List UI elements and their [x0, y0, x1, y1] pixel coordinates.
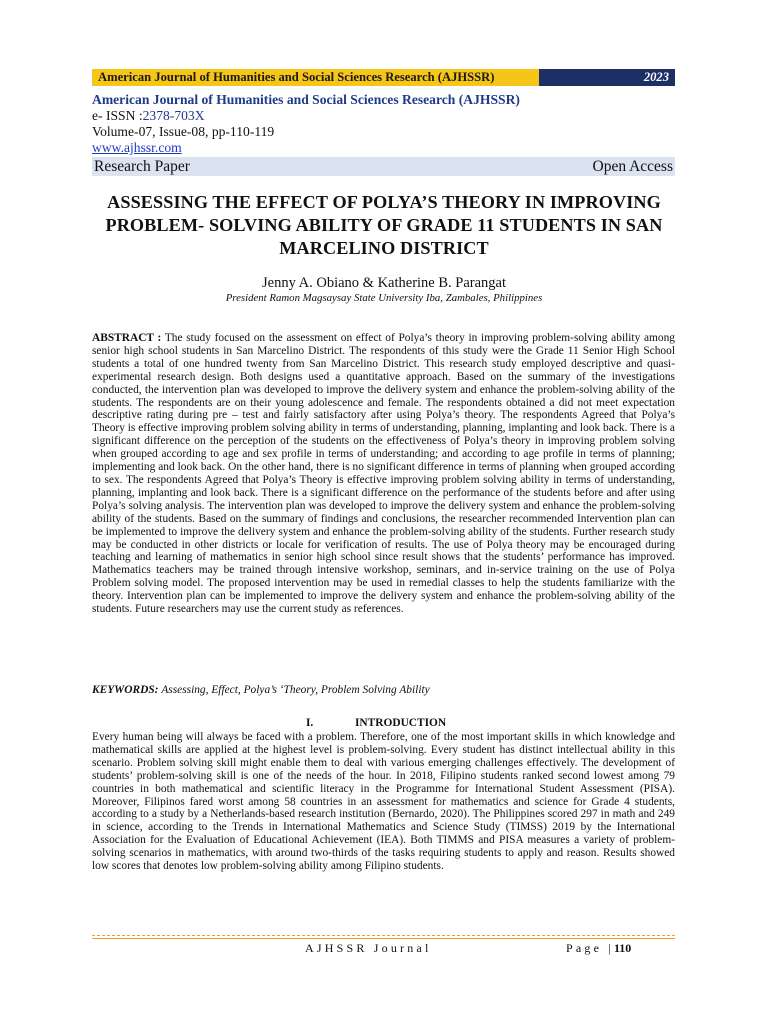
issn-value: 2378-703X [142, 108, 205, 123]
footer-page [566, 941, 631, 956]
journal-banner [92, 69, 675, 86]
banner-year: 2023 [539, 69, 675, 86]
issn-label: e- ISSN : [92, 108, 143, 123]
abstract [92, 332, 675, 616]
footer-journal: AJHSSR Journal [305, 941, 432, 955]
keywords-label: KEYWORDS: [92, 684, 159, 696]
article-authors: Jenny A. Obiano & Katherine B. Parangat [261, 275, 507, 291]
keywords-text: Assessing, Effect, Polya’s ‘Theory, Problem Solving Ability [161, 684, 430, 696]
paper-type-bar [92, 157, 675, 176]
access-type: Open Access [592, 157, 673, 175]
footer-divider-solid [92, 938, 675, 939]
keywords [92, 684, 675, 697]
footer-divider [92, 935, 675, 936]
issn-line [92, 108, 205, 124]
abstract-label: ABSTRACT : [92, 332, 162, 344]
journal-name: American Journal of Humanities and Social Sciences Research (AJHSSR) [92, 92, 520, 107]
page-label: Page | [566, 941, 614, 955]
section-title: INTRODUCTION [355, 717, 447, 729]
introduction-text: Every human being will always be faced with a problem. Therefore, one of the most important skills in which knowledge and mathematical skills are applied at the highest level is problem-solving. Every student has distinct intellectual ability in this scenario. Problem solving skill might enable them to deal with various emerging challenges effectively. The development of students’ problem-solving skill is one of the needs of the hour. In 2018, Filipino students ranked second lowest among 79 countries in both mathematical and scientific literacy in the Programme for International Student Assessment (PISA). Moreover, Filipinos fared worst among 58 countries in an assessment for mathematics and science for Grade 4 students, according to a study by a Netherlands-based research institution (Bernardo, 2020). The Philippines scored 297 in math and 249 in science, according to the Trends in International Mathematics and Science Study (TIMSS) 2019 by the International Association for the Evaluation of Educational Achievement (IEA). Both TIMMS and PISA measures a variety of problem-solving scenarios in mathematics, with around two-thirds of the tasks requiring students to apply and reason. Results showed low scores that denotes low problem-solving ability among Filipino students. [92, 731, 675, 873]
paper-type: Research Paper [94, 157, 190, 175]
article-title: ASSESSING THE EFFECT OF POLYA’S THEORY IN IMPROVING PROBLEM- SOLVING ABILITY OF GRADE 11 STUDENTS IN SAN MARCELINO DISTRICT [105, 192, 663, 258]
section-number: I. [306, 717, 314, 729]
author-affiliation: President Ramon Magsaysay State University Iba, Zambales, Philippines [225, 292, 543, 304]
page-number: 110 [613, 941, 632, 955]
volume-info: Volume-07, Issue-08, pp-110-119 [92, 124, 275, 139]
banner-journal-title: American Journal of Humanities and Social Sciences Research (AJHSSR) [92, 69, 539, 86]
journal-website-link[interactable]: www.ajhssr.com [92, 140, 182, 155]
abstract-text: The study focused on the assessment on effect of Polya’s theory in improving problem-solving ability among senior high school students in San Marcelino District. The respondents of this study were the Grade 11 Senior High School students a total of one hundred twenty from San Marcelino District. This research study employed descriptive and quasi- experimental research design. Both designs used a quantitative approach. Based on the summary of the investigations conducted, the intervention plan was developed to improve the delivery system and enhance the problem-solving ability of the students. The respondents are on their young adolescence and female. The respondents obtained a did not meet expectation descriptive rating during pre – test and fairly satisfactory after using Polya’s theory. The respondents Agreed that Polya’s Theory is effective improving problem solving ability in terms of understanding, planning, implanting and look back. There is a significant difference on the perception of the students on the effectiveness of Polya’s theory in improving problem solving when grouped according to age and sex profile in terms of understanding; and according to age profile in terms of planning; implementing and look back. On the other hand, there is no significant difference in terms of planning when grouped according to sex. The respondents Agreed that Polya’s Theory is effective improving problem solving ability in terms of understanding, planning, implanting and look back. There is a significant difference on the performance of the students before and after using Polya’s solving analysis. The intervention plan was developed to improve the delivery system and enhance the problem-solving ability of the students. Based on the summary of findings and conclusions, the researcher recommended Intervention plan can be implemented to improve the delivery system and enhance the problem-solving ability of the students. Further research study may be conducted in other districts or locale for verification of results. The use of Polya theory may be encouraged during teaching and learning of mathematics in senior high school since result shows that the students’ performance has improved. Mathematics teachers may be trained through intensive workshop, seminars, and in-service training on the use of Polya Problem solving model. The proposed intervention may be used in remedial classes to help the students familiarize with the theory. Intervention plan can be implemented to improve the delivery system and enhance the problem-solving ability of the students. Future researchers may use the current study as references. [92, 332, 675, 616]
